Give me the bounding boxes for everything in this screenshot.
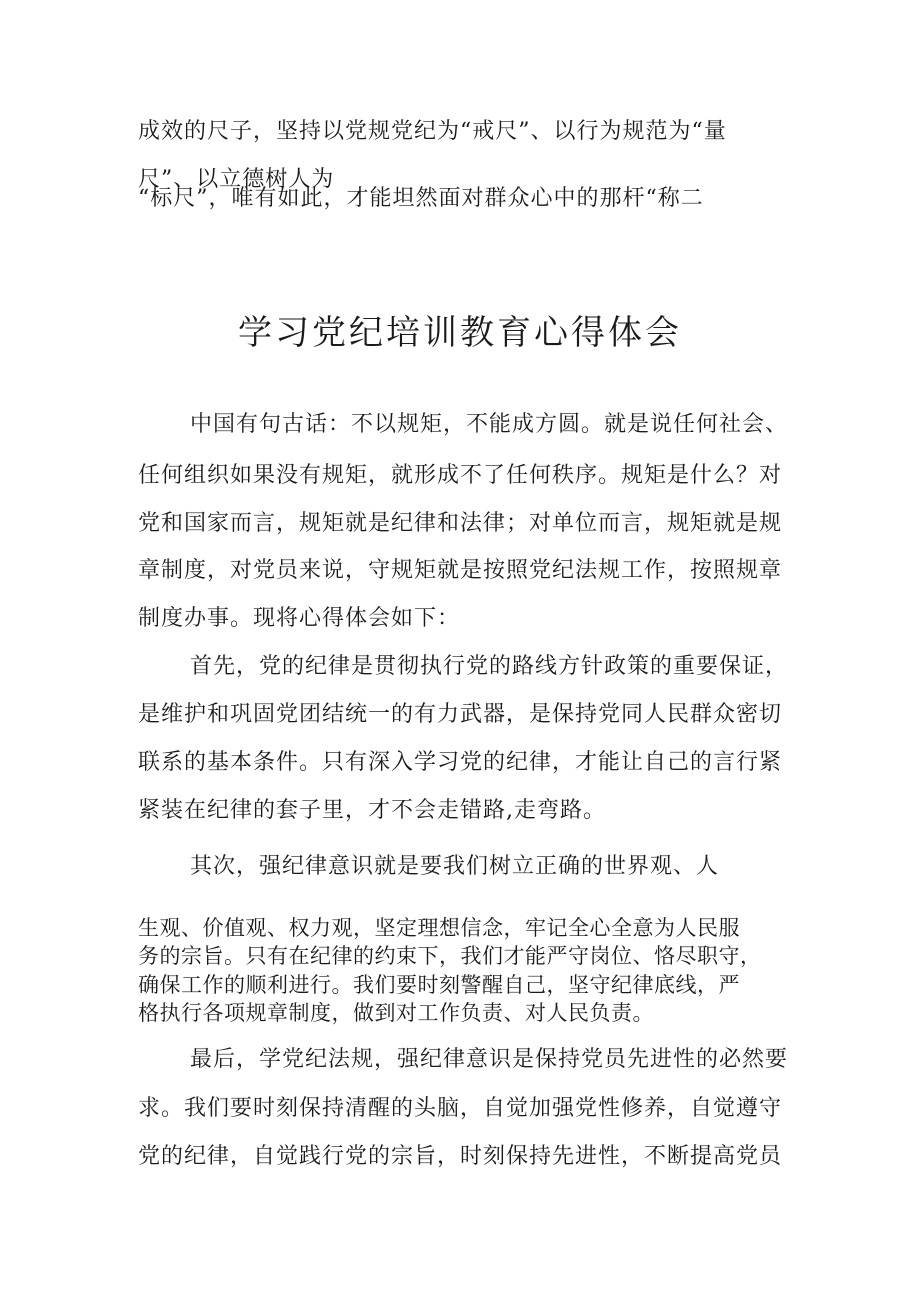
p3-line-1: 其次，强纪律意识就是要我们树立正确的世界观、人 xyxy=(190,854,720,879)
p2-line-3: 联系的基本条件。只有深入学习党的纪律，才能让自己的言行紧 xyxy=(138,750,783,775)
p1-line-2: 任何组织如果没有规矩，就形成不了任何秩序。规矩是什么？对 xyxy=(138,463,783,488)
p1-line-1: 中国有句古话：不以规矩，不能成方圆。就是说任何社会、 xyxy=(190,412,789,437)
p3-line-3: 务的宗旨。只有在纪律的约束下，我们才能严守岗位、恪尽职守， xyxy=(138,944,762,968)
p4-line-1: 最后，学党纪法规，强纪律意识是保持党员先进性的必然要 xyxy=(190,1047,789,1072)
p2-line-2: 是维护和巩固党团结统一的有力武器，是保持党同人民群众密切 xyxy=(138,702,783,727)
p4-line-3: 党的纪律，自觉践行党的宗旨，时刻保持先进性，不断提高党员 xyxy=(138,1144,783,1169)
p1-line-5: 制度办事。现将心得体会如下： xyxy=(138,606,461,631)
page-title: 学习党纪培训教育心得体会 xyxy=(238,313,682,353)
p4-line-2: 求。我们要时刻保持清醒的头脑，自觉加强党性修养，自觉遵守 xyxy=(138,1096,783,1121)
p2-line-4: 紧装在纪律的套子里，才不会走错路,走弯路。 xyxy=(138,798,606,823)
p3-line-4: 确保工作的顺利进行。我们要时刻警醒自己，坚守纪律底线，严 xyxy=(138,973,740,997)
p3-line-5: 格执行各项规章制度，做到对工作负责、对人民负责。 xyxy=(138,1001,654,1025)
p3-line-2: 生观、价值观、权力观，坚定理想信念，牢记全心全意为人民服 xyxy=(138,916,740,940)
p1-line-4: 章制度，对党员来说，守规矩就是按照党纪法规工作，按照规章 xyxy=(138,558,783,583)
p1-line-3: 党和国家而言，规矩就是纪律和法律；对单位而言，规矩就是规 xyxy=(138,511,783,536)
fragment-line-2: 尺”、以立德树人为 xyxy=(138,167,335,192)
fragment-line-3: “标尺”，唯有如此，才能坦然面对群众心中的那杆“称二 xyxy=(138,186,704,211)
fragment-line-1: 成效的尺子，坚持以党规党纪为“戒尺”、以行为规范为“量 xyxy=(138,119,727,144)
p2-line-1: 首先，党的纪律是贯彻执行党的路线方针政策的重要保证， xyxy=(190,654,789,679)
